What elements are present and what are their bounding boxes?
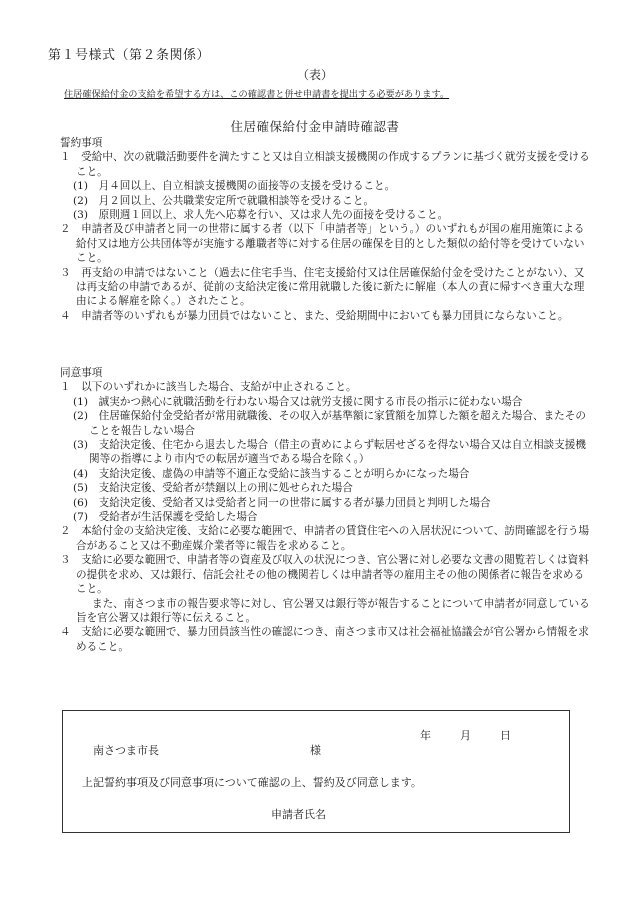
agreement-item-2: ２ 本給付金の支給決定後、支給に必要な範囲で、申請者の賃貸住宅への入居状況について、訪問確認を行う場合があること又は不動産媒介業者等に報告を求めること。 xyxy=(60,525,590,552)
oath-item-1: １ 受給中、次の就職活動要件を満たすこと又は自立相談支援機関の作成するプランに基づく就労支援を受けること。 xyxy=(60,151,590,178)
oath-section xyxy=(60,136,590,323)
agreement-sub-item-1: (1) 誠実かつ熱心に就職活動を行わない場合又は就労支援に関する市長の指示に従わない場合 xyxy=(73,395,523,408)
honorific: 様 xyxy=(310,744,321,757)
document-title: 住居確保給付金申請時確認書 xyxy=(230,119,400,134)
oath-item-3: ３ 再支給の申請ではないこと（過去に住宅手当、住宅支援給付又は住居確保給付金を受けたことがない）、又は再支給の申請であるが、従前の支給決定後に常用就職した後に新たに解雇（本人の責に帰すべき重大な理由による解雇を除く。）されたこと。 xyxy=(60,266,585,308)
confirmation-statement: 上記誓約事項及び同意事項について確認の上、誓約及び同意します。 xyxy=(82,776,422,789)
agreement-sub-item-4: (4) 支給決定後、虚偽の申請等不適正な受給に該当することが明らかになった場合 xyxy=(73,467,470,480)
submission-notice: 住居確保給付金の支給を希望する方は、この確認書と併せ申請書を提出する必要があります。 xyxy=(64,89,450,100)
form-number: 第１号様式（第２条関係） xyxy=(48,48,211,63)
oath-sub-item-1: (1) 月４回以上、自立相談支援機関の面接等の支援を受けること。 xyxy=(73,180,396,193)
agreement-item-3: ３ 支給に必要な範囲で、申請者等の資産及び収入の状況につき、官公署に対し必要な文書の閲覧若しくは資料の提供を求め、又は銀行、信託会社その他の機関若しくは申請者等の雇用主その他の関係者に報告を求めること。 xyxy=(60,554,589,596)
agreement-sub-item-2: (2) 住居確保給付金受給者が常用就職後、その収入が基準額に家賃額を加算した額を超えた場合、またそのことを報告しない場合 xyxy=(73,410,586,437)
form-side-label: （表） xyxy=(296,68,333,82)
date-month-label: 月 xyxy=(460,729,471,742)
agreement-section xyxy=(60,366,590,654)
agreement-sub-item-6: (6) 支給決定後、受給者又は受給者と同一の世帯に属する者が暴力団員と判明した場合 xyxy=(73,496,491,509)
mayor-addressee: 南さつま市長 xyxy=(93,744,159,757)
agreement-heading: 同意事項 xyxy=(60,367,103,379)
signature-box xyxy=(62,710,570,833)
oath-item-2: ２ 申請者及び申請者と同一の世帯に属する者（以下「申請者等」という。）のいずれもが国の雇用施策による給付又は地方公共団体等が実施する離職者等に対する住居の確保を目的とした類似の給付等を受けていないこと。 xyxy=(60,223,585,265)
agreement-item-3-paragraph: また、南さつま市の報告要求等に対し、官公署又は銀行等が報告することについて申請者が同意している旨を官公署又は銀行等に伝えること。 xyxy=(76,597,590,624)
oath-item-4: ４ 申請者等のいずれもが暴力団員ではないこと、また、受給期間中においても暴力団員にならないこと。 xyxy=(60,309,569,322)
date-day-label: 日 xyxy=(500,729,511,742)
agreement-sub-item-3: (3) 支給決定後、住宅から退去した場合（借主の責めによらず転居せざるを得ない場合又は自立相談支援機関等の指導により市内での転居が適当である場合を除く。） xyxy=(73,439,586,466)
applicant-name-label: 申請者氏名 xyxy=(271,808,326,821)
date-year-label: 年 xyxy=(420,729,431,742)
agreement-sub-item-5: (5) 支給決定後、受給者が禁錮以上の刑に処せられた場合 xyxy=(73,482,353,495)
oath-sub-item-3: (3) 原則週１回以上、求人先へ応募を行い、又は求人先の面接を受けること。 xyxy=(73,209,449,222)
oath-heading: 誓約事項 xyxy=(60,137,103,149)
agreement-item-1: １ 以下のいずれかに該当した場合、支給が中止されること。 xyxy=(60,381,357,394)
oath-sub-item-2: (2) 月２回以上、公共職業安定所で就職相談等を受けること。 xyxy=(73,194,375,207)
agreement-item-4: ４ 支給に必要な範囲で、暴力団員該当性の確認につき、南さつま市又は社会福祉協議会が官公署から情報を求めること。 xyxy=(60,626,589,653)
date-line xyxy=(420,727,511,743)
agreement-sub-item-7: (7) 受給者が生活保護を受給した場合 xyxy=(73,511,258,524)
